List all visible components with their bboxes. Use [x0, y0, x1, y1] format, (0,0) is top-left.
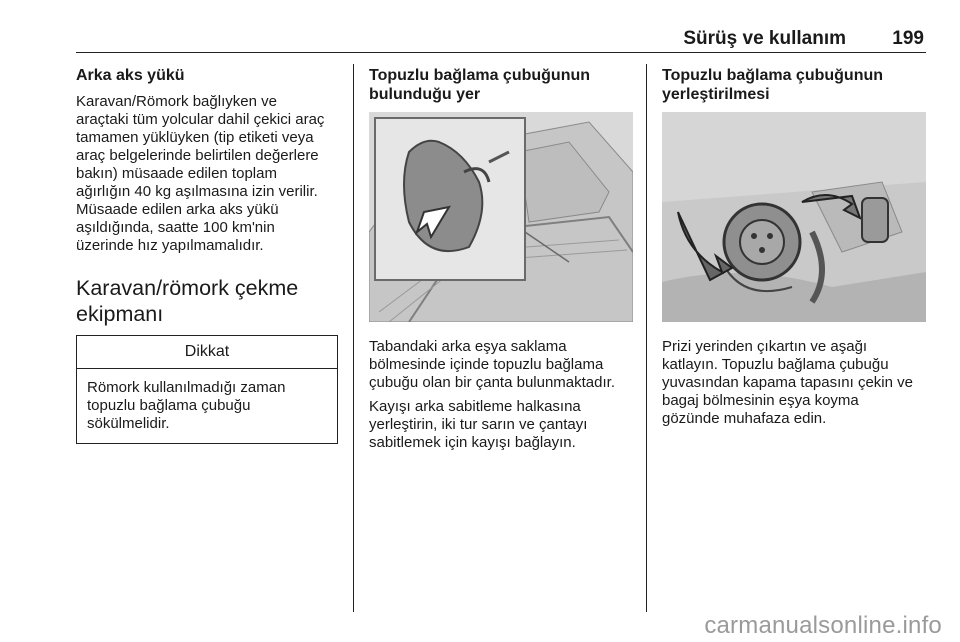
- towing-equipment-heading: [76, 275, 344, 327]
- page-number: 199: [892, 28, 924, 49]
- text-line: katlayın. Topuzlu bağlama çubuğu: [662, 356, 889, 373]
- column-3: [662, 66, 932, 428]
- text-line: araçtaki tüm yolcular dahil çekici araç: [76, 111, 325, 128]
- text-line: çubuğu olan bir çanta bulunmaktadır.: [369, 374, 615, 391]
- text-line: sabitlemek için kayışı bağlayın.: [369, 434, 576, 451]
- text-line: Prizi yerinden çıkartın ve aşağı: [662, 338, 868, 355]
- text-line: yerleştirin, iki tur sarın ve çantayı: [369, 416, 588, 433]
- text-line: bakın) müsaade edilen toplam: [76, 165, 277, 182]
- text-line: Römork kullanılmadığı zaman: [87, 379, 286, 396]
- text-line: gözünde muhafaza edin.: [662, 410, 827, 427]
- text-line: aşıldığında, saatte 100 km'nin: [76, 219, 275, 236]
- section-title: Sürüş ve kullanım: [683, 28, 846, 49]
- towbar-installation-heading: [662, 66, 932, 104]
- caution-body: [77, 369, 337, 443]
- text-line: Kayışı arka sabitleme halkasına: [369, 398, 581, 415]
- text-line: Tabandaki arka eşya saklama: [369, 338, 567, 355]
- heading-line: Karavan/römork çekme: [76, 276, 299, 300]
- column-divider-2: [646, 64, 647, 612]
- heading-line: Topuzlu bağlama çubuğunun: [369, 67, 591, 84]
- text-line: tamamen yüklüyken (tip etiketi veya: [76, 129, 314, 146]
- text-line: ağırlığın 40 kg aşılmasına izin verilir.: [76, 183, 318, 200]
- page-header: [76, 28, 926, 50]
- text-line: araç belgelerinde belirtilen değerlere: [76, 147, 319, 164]
- rear-axle-load-heading: Arka aks yükü: [76, 67, 185, 84]
- text-line: Karavan/Römork bağlıyken ve: [76, 93, 277, 110]
- watermark: carmanualsonline.info: [704, 612, 942, 639]
- heading-line: yerleştirilmesi: [662, 86, 770, 103]
- text-line: Müsaade edilen arka aks yükü: [76, 201, 279, 218]
- text-line: bagaj bölmesinin eşya koyma: [662, 392, 859, 409]
- text-line: üzerinde hız yapılmamalıdır.: [76, 237, 264, 254]
- heading-line: Topuzlu bağlama çubuğunun: [662, 67, 884, 84]
- rear-axle-load-text: [76, 93, 344, 255]
- caution-notice: [76, 335, 338, 444]
- text-line: sökülmelidir.: [87, 415, 170, 432]
- trunk-bag-drawing: [369, 112, 633, 322]
- column-1: [76, 66, 344, 444]
- strap-instruction: [369, 398, 639, 452]
- trunk-storage-illustration: [369, 112, 633, 322]
- socket-illustration: [662, 112, 926, 322]
- heading-line: bulunduğu yer: [369, 86, 481, 103]
- column-2: [369, 66, 639, 452]
- header-rule: [76, 52, 926, 53]
- towbar-location-heading: [369, 66, 639, 104]
- heading-line: ekipmanı: [76, 302, 164, 326]
- storage-caption: [369, 338, 639, 392]
- text-line: bölmesinde içinde topuzlu bağlama: [369, 356, 604, 373]
- text-line: yuvasından kapama tapasını çekin ve: [662, 374, 913, 391]
- caution-title: Dikkat: [77, 336, 337, 369]
- installation-caption: [662, 338, 932, 428]
- column-divider-1: [353, 64, 354, 612]
- socket-drawing: [662, 112, 926, 322]
- text-line: topuzlu bağlama çubuğu: [87, 397, 251, 414]
